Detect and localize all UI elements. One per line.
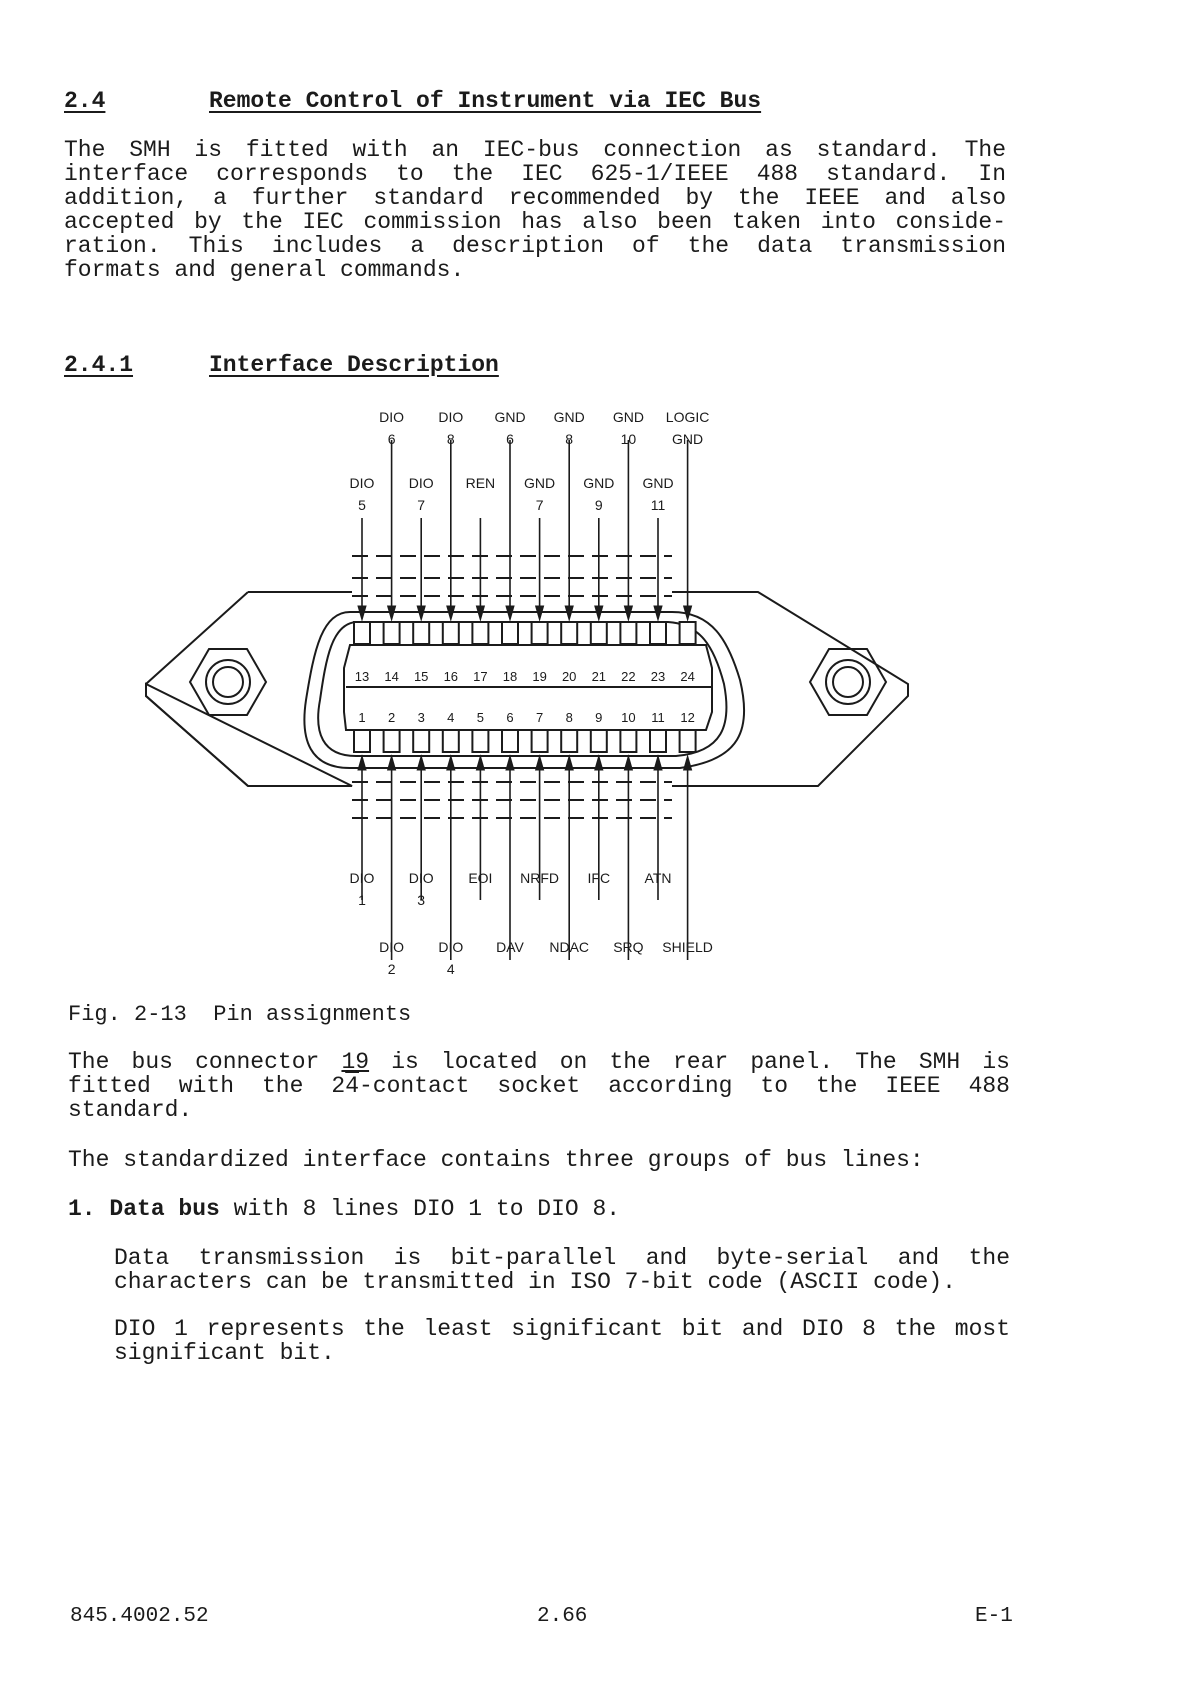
signal-label-top: 10 xyxy=(620,431,637,447)
signal-label-top: 7 xyxy=(535,497,544,513)
lead-arrow xyxy=(684,756,692,770)
signal-label-bottom: IFC xyxy=(587,870,611,886)
signal-label-top: GND xyxy=(524,475,556,491)
signal-label-bottom: NRFD xyxy=(520,870,560,886)
pin-contact xyxy=(561,730,577,752)
pin-number: 5 xyxy=(476,710,485,725)
pin-contact xyxy=(384,730,400,752)
signal-label-top: 8 xyxy=(446,431,455,447)
pin-contact xyxy=(591,622,607,644)
section-title: Remote Control of Instrument via IEC Bus xyxy=(209,88,762,114)
lead-arrow xyxy=(624,756,632,770)
signal-label-top: 11 xyxy=(650,497,666,513)
pin-number: 7 xyxy=(535,710,544,725)
pin-contact xyxy=(354,730,370,752)
pin-contact xyxy=(502,730,518,752)
pin-number: 1 xyxy=(358,710,366,725)
signal-label-top: GND xyxy=(672,431,704,447)
pin-contact xyxy=(591,730,607,752)
intro-line: The SMH is fitted with an IEC-bus connection as standard. The xyxy=(64,137,1006,163)
connector-line-3: standard. xyxy=(68,1097,193,1123)
lead-arrow xyxy=(358,756,366,770)
lead-arrow xyxy=(565,756,573,770)
signal-label-bottom: NDAC xyxy=(549,939,590,955)
pin-number: 16 xyxy=(443,669,459,684)
pin-number: 6 xyxy=(506,710,514,725)
mount-hex-right xyxy=(810,649,886,715)
text-run: -contact socket according to the IEEE 488 xyxy=(359,1073,1010,1099)
pin-number: 10 xyxy=(621,710,636,725)
list-number: 1. xyxy=(68,1196,96,1222)
intro-line: ration. This includes a description of the data transmission xyxy=(64,233,1006,259)
pin-number: 20 xyxy=(561,669,577,684)
signal-label-bottom: DIO xyxy=(349,870,375,886)
pin-contact xyxy=(502,622,518,644)
footer-page-number: 2.66 xyxy=(537,1605,588,1628)
lead-arrow xyxy=(595,756,603,770)
pin-contact xyxy=(680,730,696,752)
signal-label-top: GND xyxy=(553,409,585,425)
item1-paragraph-2 xyxy=(114,1317,1010,1365)
pin-contact xyxy=(413,622,429,644)
signal-label-top: REN xyxy=(465,475,496,491)
pin-contact xyxy=(354,622,370,644)
pin-contact xyxy=(472,730,488,752)
intro-line: addition, a further standard recommended by the IEEE and also xyxy=(64,185,1006,211)
signal-label-top: 6 xyxy=(387,431,396,447)
lead-arrow xyxy=(417,756,425,770)
list-item-bold: Data bus xyxy=(109,1196,220,1222)
pin-number: 14 xyxy=(384,669,399,684)
signal-label-top: 6 xyxy=(506,431,514,447)
pin-contact xyxy=(532,622,548,644)
pin-number: 24 xyxy=(680,669,695,684)
item1-p1-line: Data transmission is bit-parallel and byte-serial and the xyxy=(114,1245,1010,1271)
intro-line: interface corresponds to the IEC 625-1/IEEE 488 standard. In xyxy=(64,161,1006,187)
signal-label-top: DIO xyxy=(349,475,375,491)
pin-number: 3 xyxy=(417,710,425,725)
signal-label-top: LOGIC xyxy=(665,409,710,425)
signal-label-bottom: 1 xyxy=(358,892,366,908)
pin-number: 12 xyxy=(680,710,695,725)
footer-edition: E-1 xyxy=(975,1605,1013,1628)
pin-contact xyxy=(443,730,459,752)
signal-label-bottom: ATN xyxy=(644,870,672,886)
pin-number: 21 xyxy=(591,669,607,684)
pin-number: 15 xyxy=(413,669,429,684)
intro-paragraph xyxy=(64,138,1006,282)
signal-label-top: DIO xyxy=(438,409,464,425)
pin-number: 17 xyxy=(473,669,488,684)
signal-label-bottom: DIO xyxy=(408,870,434,886)
signal-label-top: 5 xyxy=(358,497,366,513)
text-run: fitted with the 2 xyxy=(68,1073,346,1099)
pin-number: 8 xyxy=(565,710,573,725)
signal-label-top: DIO xyxy=(408,475,434,491)
pin-number: 9 xyxy=(595,710,603,725)
list-item-1 xyxy=(68,1197,620,1221)
intro-line: accepted by the IEC commission has also been taken into conside- xyxy=(64,209,1006,235)
footer-document-number: 845.4002.52 xyxy=(70,1605,209,1628)
pin-number: 22 xyxy=(621,669,636,684)
signal-label-top: 9 xyxy=(594,497,603,513)
pin-number: 18 xyxy=(502,669,518,684)
text-run: is located on the rear panel. The SMH is xyxy=(369,1049,1010,1075)
groups-intro: The standardized interface contains three groups of bus lines: xyxy=(68,1147,924,1173)
subsection-number: 2.4.1 xyxy=(64,352,134,378)
item1-p2-line: DIO 1 represents the least significant bit and DIO 8 the most xyxy=(114,1316,1010,1342)
pin-contact xyxy=(650,730,666,752)
section-number: 2.4 xyxy=(64,88,106,114)
signal-label-bottom: 4 xyxy=(446,961,455,977)
signal-label-bottom: SHIELD xyxy=(662,939,713,955)
item1-paragraph-1 xyxy=(114,1246,1010,1294)
item1-p2-line: significant bit. xyxy=(114,1340,335,1366)
pin-number: 23 xyxy=(650,669,666,684)
pin-contact xyxy=(413,730,429,752)
pin-assignment-figure xyxy=(0,400,1190,1010)
signal-label-bottom: DIO xyxy=(438,939,464,955)
lead-arrow xyxy=(447,756,455,770)
pin-contact xyxy=(443,622,459,644)
connector-line-2 xyxy=(68,1074,1010,1098)
pin-contact xyxy=(532,730,548,752)
signal-label-top: GND xyxy=(612,409,644,425)
signal-label-top: GND xyxy=(642,475,674,491)
signal-label-top: 7 xyxy=(417,497,426,513)
signal-label-top: DIO xyxy=(379,409,405,425)
signal-label-bottom: 3 xyxy=(417,892,426,908)
lead-arrow xyxy=(536,756,544,770)
figure-caption: Fig. 2-13 Pin assignments xyxy=(68,1002,412,1027)
pin-number: 4 xyxy=(447,710,455,725)
pin-number: 2 xyxy=(387,710,396,725)
connector-reference: 19 xyxy=(341,1049,370,1075)
item1-p1-line: characters can be transmitted in ISO 7-bit code (ASCII code). xyxy=(114,1269,956,1295)
pin-number: 19 xyxy=(532,669,547,684)
pin-contact xyxy=(384,622,400,644)
pin-contact xyxy=(561,622,577,644)
pin-contact xyxy=(650,622,666,644)
signal-label-top: GND xyxy=(494,409,526,425)
pin-contact xyxy=(620,730,636,752)
signal-label-bottom: SRQ xyxy=(613,939,644,955)
signal-label-top: GND xyxy=(583,475,615,491)
pin-contact xyxy=(620,622,636,644)
pin-number: 11 xyxy=(651,710,665,725)
section-heading xyxy=(64,88,761,114)
subsection-title: Interface Description xyxy=(209,352,499,378)
signal-label-bottom: DAV xyxy=(496,939,524,955)
signal-label-bottom: DIO xyxy=(379,939,405,955)
overlined-digit: 4 xyxy=(345,1073,359,1099)
list-item-text: with 8 lines DIO 1 to DIO 8. xyxy=(219,1196,621,1222)
intro-line: formats and general commands. xyxy=(64,257,465,283)
subsection-heading xyxy=(64,352,499,378)
pin-number: 13 xyxy=(354,669,370,684)
mount-hex-left xyxy=(190,649,266,715)
pin-contact xyxy=(680,622,696,644)
connector-paragraph xyxy=(68,1050,1010,1122)
lead-arrow xyxy=(388,756,396,770)
lead-arrow xyxy=(654,756,662,770)
signal-label-top: 8 xyxy=(565,431,574,447)
signal-label-bottom: 2 xyxy=(387,961,396,977)
connector-line-1 xyxy=(68,1050,1010,1074)
text-run: The bus connector xyxy=(68,1049,342,1075)
pin-contact xyxy=(472,622,488,644)
signal-label-bottom: EOI xyxy=(468,870,493,886)
lead-arrow xyxy=(476,756,484,770)
lead-arrow xyxy=(506,756,514,770)
